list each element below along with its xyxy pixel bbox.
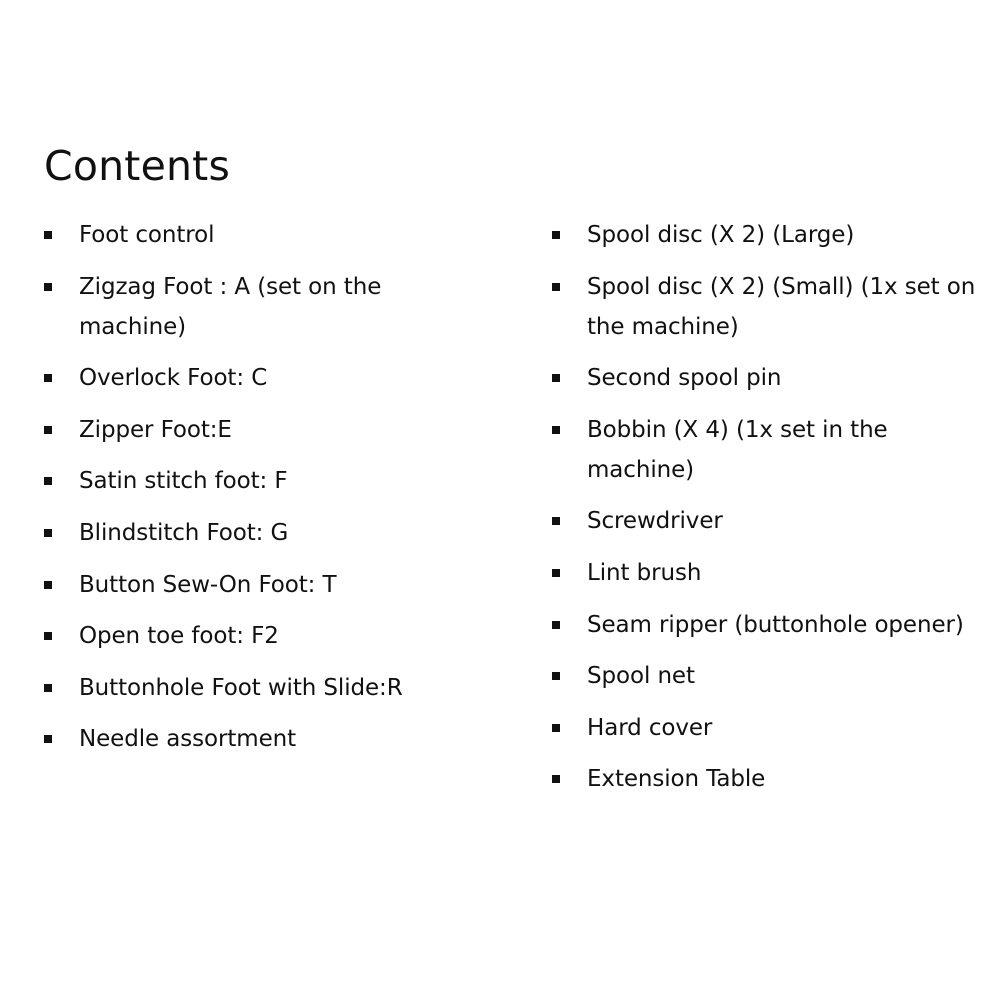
bullet-icon <box>552 231 560 239</box>
list-item-text: Seam ripper (buttonhole opener) <box>587 611 964 638</box>
list-item-text: Lint brush <box>587 559 702 586</box>
bullet-icon <box>44 231 52 239</box>
bullet-icon <box>552 517 560 525</box>
bullet-icon <box>44 632 52 640</box>
list-item <box>44 410 484 450</box>
list-item-text: Foot control <box>79 222 215 248</box>
list-item <box>552 358 992 398</box>
bullet-icon <box>552 672 560 680</box>
list-item-text: Blindstitch Foot: G <box>79 519 289 546</box>
bullet-icon <box>552 426 560 434</box>
bullet-icon <box>552 724 560 732</box>
list-item <box>44 461 484 501</box>
bullet-icon <box>552 621 560 629</box>
list-item-text: Spool net <box>587 663 695 690</box>
list-item <box>44 719 484 759</box>
contents-list-right <box>552 215 992 811</box>
list-item-text: Buttonhole Foot with Slide:R <box>79 674 403 701</box>
list-item <box>552 215 992 255</box>
list-item-text: Hard cover <box>587 714 713 741</box>
list-item <box>44 616 484 656</box>
list-item <box>44 358 484 398</box>
list-item-text: Zigzag Foot : A (set on the machine) <box>79 273 382 340</box>
list-item <box>552 708 992 748</box>
list-item-text: Spool disc (X 2) (Small) (1x set on the machine) <box>587 273 976 340</box>
bullet-icon <box>44 477 52 485</box>
bullet-icon <box>552 283 560 291</box>
list-item-text: Satin stitch foot: F <box>79 468 288 495</box>
list-item <box>552 656 992 696</box>
list-item-text: Second spool pin <box>587 365 782 392</box>
list-item-text: Spool disc (X 2) (Large) <box>587 222 855 248</box>
list-item <box>552 410 992 490</box>
list-item-text: Open toe foot: F2 <box>79 623 279 650</box>
bullet-icon <box>44 684 52 692</box>
bullet-icon <box>552 569 560 577</box>
list-item <box>552 501 992 541</box>
list-item <box>44 565 484 605</box>
bullet-icon <box>44 529 52 537</box>
list-item-text: Overlock Foot: C <box>79 365 268 392</box>
list-item <box>44 267 484 347</box>
bullet-icon <box>44 374 52 382</box>
list-item <box>552 605 992 645</box>
bullet-icon <box>44 283 52 291</box>
contents-list-left <box>44 215 484 771</box>
list-item-text: Button Sew-On Foot: T <box>79 571 337 598</box>
list-item <box>44 513 484 553</box>
list-item <box>552 553 992 593</box>
page-title: Contents <box>44 142 231 190</box>
list-item <box>44 668 484 708</box>
bullet-icon <box>44 581 52 589</box>
list-item-text: Needle assortment <box>79 726 297 753</box>
list-item-text: Zipper Foot:E <box>79 416 232 443</box>
list-item-text: Screwdriver <box>587 508 723 535</box>
bullet-icon <box>44 426 52 434</box>
list-item-text: Extension Table <box>587 766 766 793</box>
list-item-text: Bobbin (X 4) (1x set in the machine) <box>587 416 888 483</box>
list-item <box>552 759 992 799</box>
bullet-icon <box>44 735 52 743</box>
list-item <box>552 267 992 347</box>
bullet-icon <box>552 374 560 382</box>
list-item <box>44 215 484 255</box>
bullet-icon <box>552 775 560 783</box>
